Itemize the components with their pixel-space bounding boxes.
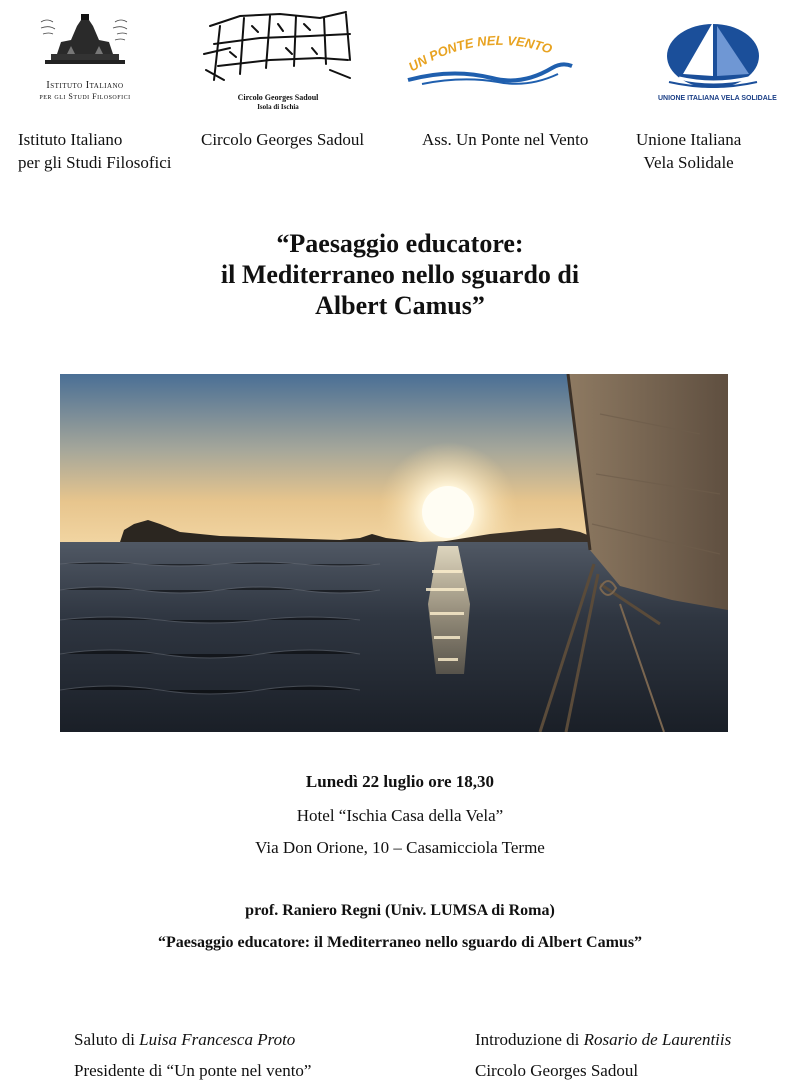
event-date: Lunedì 22 luglio ore 18,30 xyxy=(305,772,495,791)
org-name-uivs-line1: Unione Italiana xyxy=(636,130,742,149)
org-name-iisf xyxy=(18,128,171,174)
credit-introduction xyxy=(475,1024,731,1086)
event-talk-title: “Paesaggio educatore: il Mediterraneo nello sguardo di Albert Camus” xyxy=(157,934,643,951)
credit-greeting-line xyxy=(74,1024,311,1055)
logo-unione-italiana-vela-solidale xyxy=(658,16,777,102)
org-name-uivs-line2: Vela Solidale xyxy=(643,153,734,172)
logo-un-ponte-nel-vento xyxy=(402,28,582,88)
sadoul-caption-line1: Circolo Georges Sadoul xyxy=(237,93,319,102)
palazzo-seal-icon xyxy=(37,12,133,74)
credit-introduction-prefix: Introduzione di xyxy=(475,1030,584,1049)
org-name-uivs xyxy=(636,128,741,174)
ponte-wordmark: UN PONTE NEL VENTO xyxy=(405,32,555,75)
sailboat-logo-icon xyxy=(661,16,765,92)
iisf-caption-line1: Istituto Italiano xyxy=(46,80,124,91)
uivs-caption: UNIONE ITALIANA VELA SOLIDALE xyxy=(658,95,777,102)
logo-circolo-sadoul xyxy=(198,8,358,111)
event-title xyxy=(0,228,800,321)
credit-greeting-prefix: Saluto di xyxy=(74,1030,140,1049)
credit-greeting xyxy=(74,1024,311,1086)
iisf-caption-line2: per gli Studi Filosofici xyxy=(39,92,131,101)
logo-istituto-studi-filosofici xyxy=(30,12,140,112)
wave-logo-icon xyxy=(402,28,582,88)
map-glyph-icon xyxy=(200,8,356,88)
event-title-line3: Albert Camus” xyxy=(315,291,485,320)
credit-greeting-name: Luisa Francesca Proto xyxy=(139,1030,296,1049)
org-name-iisf-line2: per gli Studi Filosofici xyxy=(18,153,172,172)
credit-greeting-role: Presidente di “Un ponte nel vento” xyxy=(74,1061,312,1080)
event-speaker: prof. Raniero Regni (Univ. LUMSA di Roma) xyxy=(245,902,555,919)
event-title-line1: “Paesaggio educatore: xyxy=(276,229,524,258)
sunset-sea-sail-photo xyxy=(60,374,728,732)
org-name-sadoul-line1: Circolo Georges Sadoul xyxy=(201,130,365,149)
credit-introduction-line xyxy=(475,1024,731,1055)
org-name-ponte-line1: Ass. Un Ponte nel Vento xyxy=(422,130,589,149)
credit-introduction-name: Rosario de Laurentiis xyxy=(583,1030,732,1049)
svg-text:UN PONTE NEL VENTO xyxy=(406,33,554,75)
org-name-ponte xyxy=(422,128,588,151)
org-name-sadoul xyxy=(201,128,364,151)
credit-introduction-role: Circolo Georges Sadoul xyxy=(475,1061,639,1080)
event-venue: Hotel “Ischia Casa della Vela” xyxy=(296,806,504,825)
event-address: Via Don Orione, 10 – Casamicciola Terme xyxy=(255,838,545,857)
sadoul-caption-line2: Isola di Ischia xyxy=(257,103,299,111)
org-name-iisf-line1: Istituto Italiano xyxy=(18,130,123,149)
event-title-line2: il Mediterraneo nello sguardo di xyxy=(220,260,580,289)
